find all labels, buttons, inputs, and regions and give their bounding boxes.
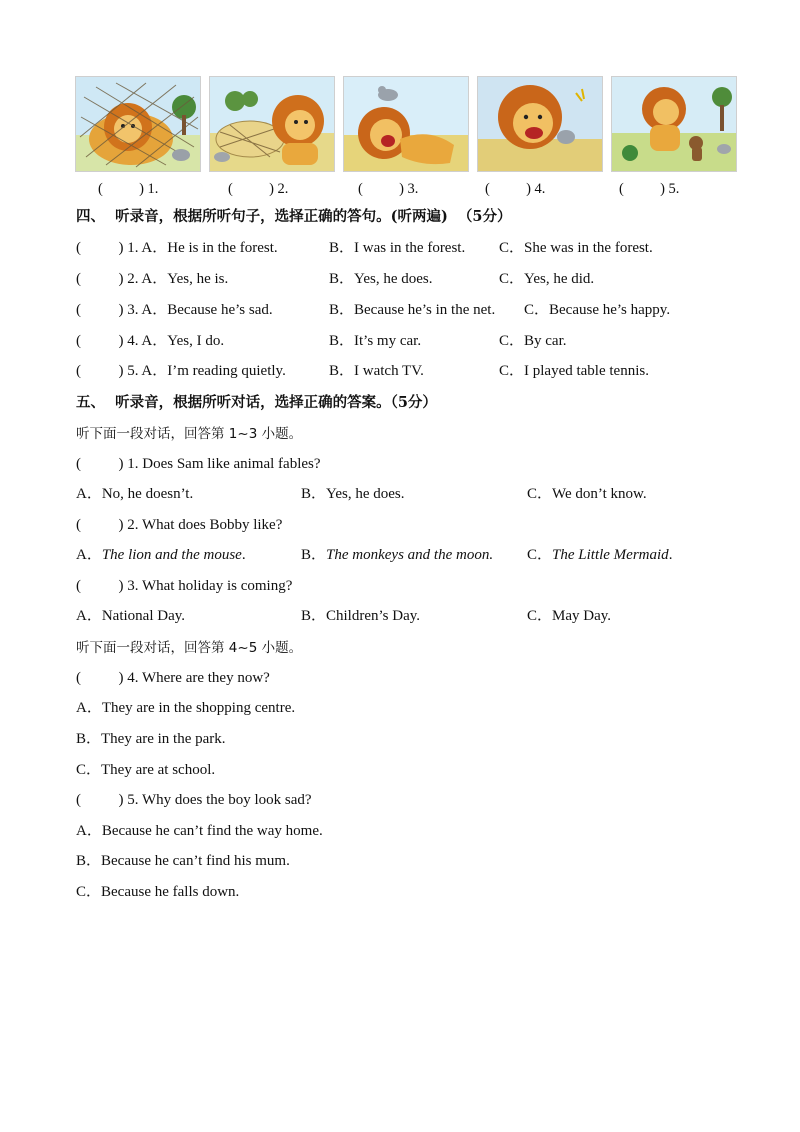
section-5-q2-stem: ( ) 2. What does Bobby like? <box>76 517 283 533</box>
section-5-q4-option-c: C．They are at school. <box>76 762 216 778</box>
picture-answer-2: ( ) 2. <box>228 181 289 197</box>
section-5-q4-stem: ( ) 4. Where are they now? <box>76 670 270 686</box>
option-c <box>527 545 672 565</box>
option-b: B．I was in the forest. <box>329 240 466 256</box>
section-5-q4-option-a: A．They are in the shopping centre. <box>76 700 296 716</box>
section-4-item-1 <box>76 238 653 258</box>
mouse-biting-net-icon <box>209 76 335 172</box>
question-stem: ( ) 1. A．He is in the forest. <box>76 240 278 256</box>
section-5-q5-option-b: B．Because he can’t find his mum. <box>76 853 290 869</box>
question-stem: ( ) 2. A．Yes, he is. <box>76 271 229 287</box>
option-b: B．It’s my car. <box>329 333 422 349</box>
option-a-title: The lion and the mouse <box>101 547 242 563</box>
section-5-q1-options <box>76 484 647 504</box>
section-4-item-4 <box>76 331 567 351</box>
option-c-letter: C． <box>527 547 553 563</box>
option-b: B．Yes, he does. <box>329 271 433 287</box>
section-4-item-2 <box>76 269 595 289</box>
picture-answer-5: ( ) 5. <box>619 181 680 197</box>
question-stem: ( ) 4. A．Yes, I do. <box>76 333 225 349</box>
option-c: C．We don’t know. <box>527 486 647 502</box>
option-c: C．She was in the forest. <box>499 240 653 256</box>
section-4-item-5 <box>76 361 649 381</box>
option-a: A．National Day. <box>76 608 185 624</box>
lion-with-monkey-icon <box>611 76 737 172</box>
section-5-q5-option-c: C．Because he falls down. <box>76 884 240 900</box>
option-a: A．No, he doesn’t. <box>76 486 194 502</box>
option-b: B．Because he’s in the net. <box>329 302 496 318</box>
lion-holding-mouse-icon <box>477 76 603 172</box>
section-4-heading: 四、 听录音，根据所听句子，选择正确的答句。(听两遍) （5分） <box>76 208 512 225</box>
picture-row <box>75 76 735 170</box>
picture-answer-4: ( ) 4. <box>485 181 546 197</box>
lion-in-net-icon <box>75 76 201 172</box>
section-5-q5-option-a: A．Because he can’t find the way home. <box>76 823 323 839</box>
section-5-q5-stem: ( ) 5. Why does the boy look sad? <box>76 792 312 808</box>
section-5-q4-option-b: B．They are in the park. <box>76 731 226 747</box>
section-5-heading: 五、 听录音，根据所听对话，选择正确的答案。（5分） <box>76 394 437 411</box>
lion-laughing-at-mouse-icon <box>343 76 469 172</box>
option-c: C．May Day. <box>527 608 612 624</box>
option-a-letter: A． <box>76 547 102 563</box>
picture-answer-labels <box>75 181 755 201</box>
section-5-q2-options <box>76 545 673 565</box>
picture-answer-3: ( ) 3. <box>358 181 419 197</box>
section-5-q1-stem: ( ) 1. Does Sam like animal fables? <box>76 456 321 472</box>
option-a <box>76 545 246 565</box>
option-b-title: The monkeys and the moon. <box>326 547 494 563</box>
section-5-intro-2: 听下面一段对话，回答第 4~5 小题。 <box>76 640 303 656</box>
question-stem: ( ) 3. A．Because he’s sad. <box>76 302 273 318</box>
picture-answer-1: ( ) 1. <box>98 181 159 197</box>
option-b: B．Children’s Day. <box>301 608 421 624</box>
section-5-intro-1: 听下面一段对话，回答第 1~3 小题。 <box>76 426 303 442</box>
option-b: B．Yes, he does. <box>301 486 405 502</box>
section-4-item-3 <box>76 300 671 320</box>
option-b: B．I watch TV. <box>329 363 424 379</box>
option-c: C．Because he’s happy. <box>524 302 671 318</box>
option-b-letter: B． <box>301 547 327 563</box>
option-c: C．By car. <box>499 333 567 349</box>
section-5-q3-stem: ( ) 3. What holiday is coming? <box>76 578 293 594</box>
option-c-title: The Little Mermaid <box>552 547 669 563</box>
question-stem: ( ) 5. A．I’m reading quietly. <box>76 363 286 379</box>
option-c-period: . <box>668 547 673 563</box>
option-b <box>301 545 493 565</box>
option-a-period: . <box>241 547 246 563</box>
section-5-q3-options <box>76 606 612 626</box>
option-c: C．I played table tennis. <box>499 363 649 379</box>
option-c: C．Yes, he did. <box>499 271 595 287</box>
